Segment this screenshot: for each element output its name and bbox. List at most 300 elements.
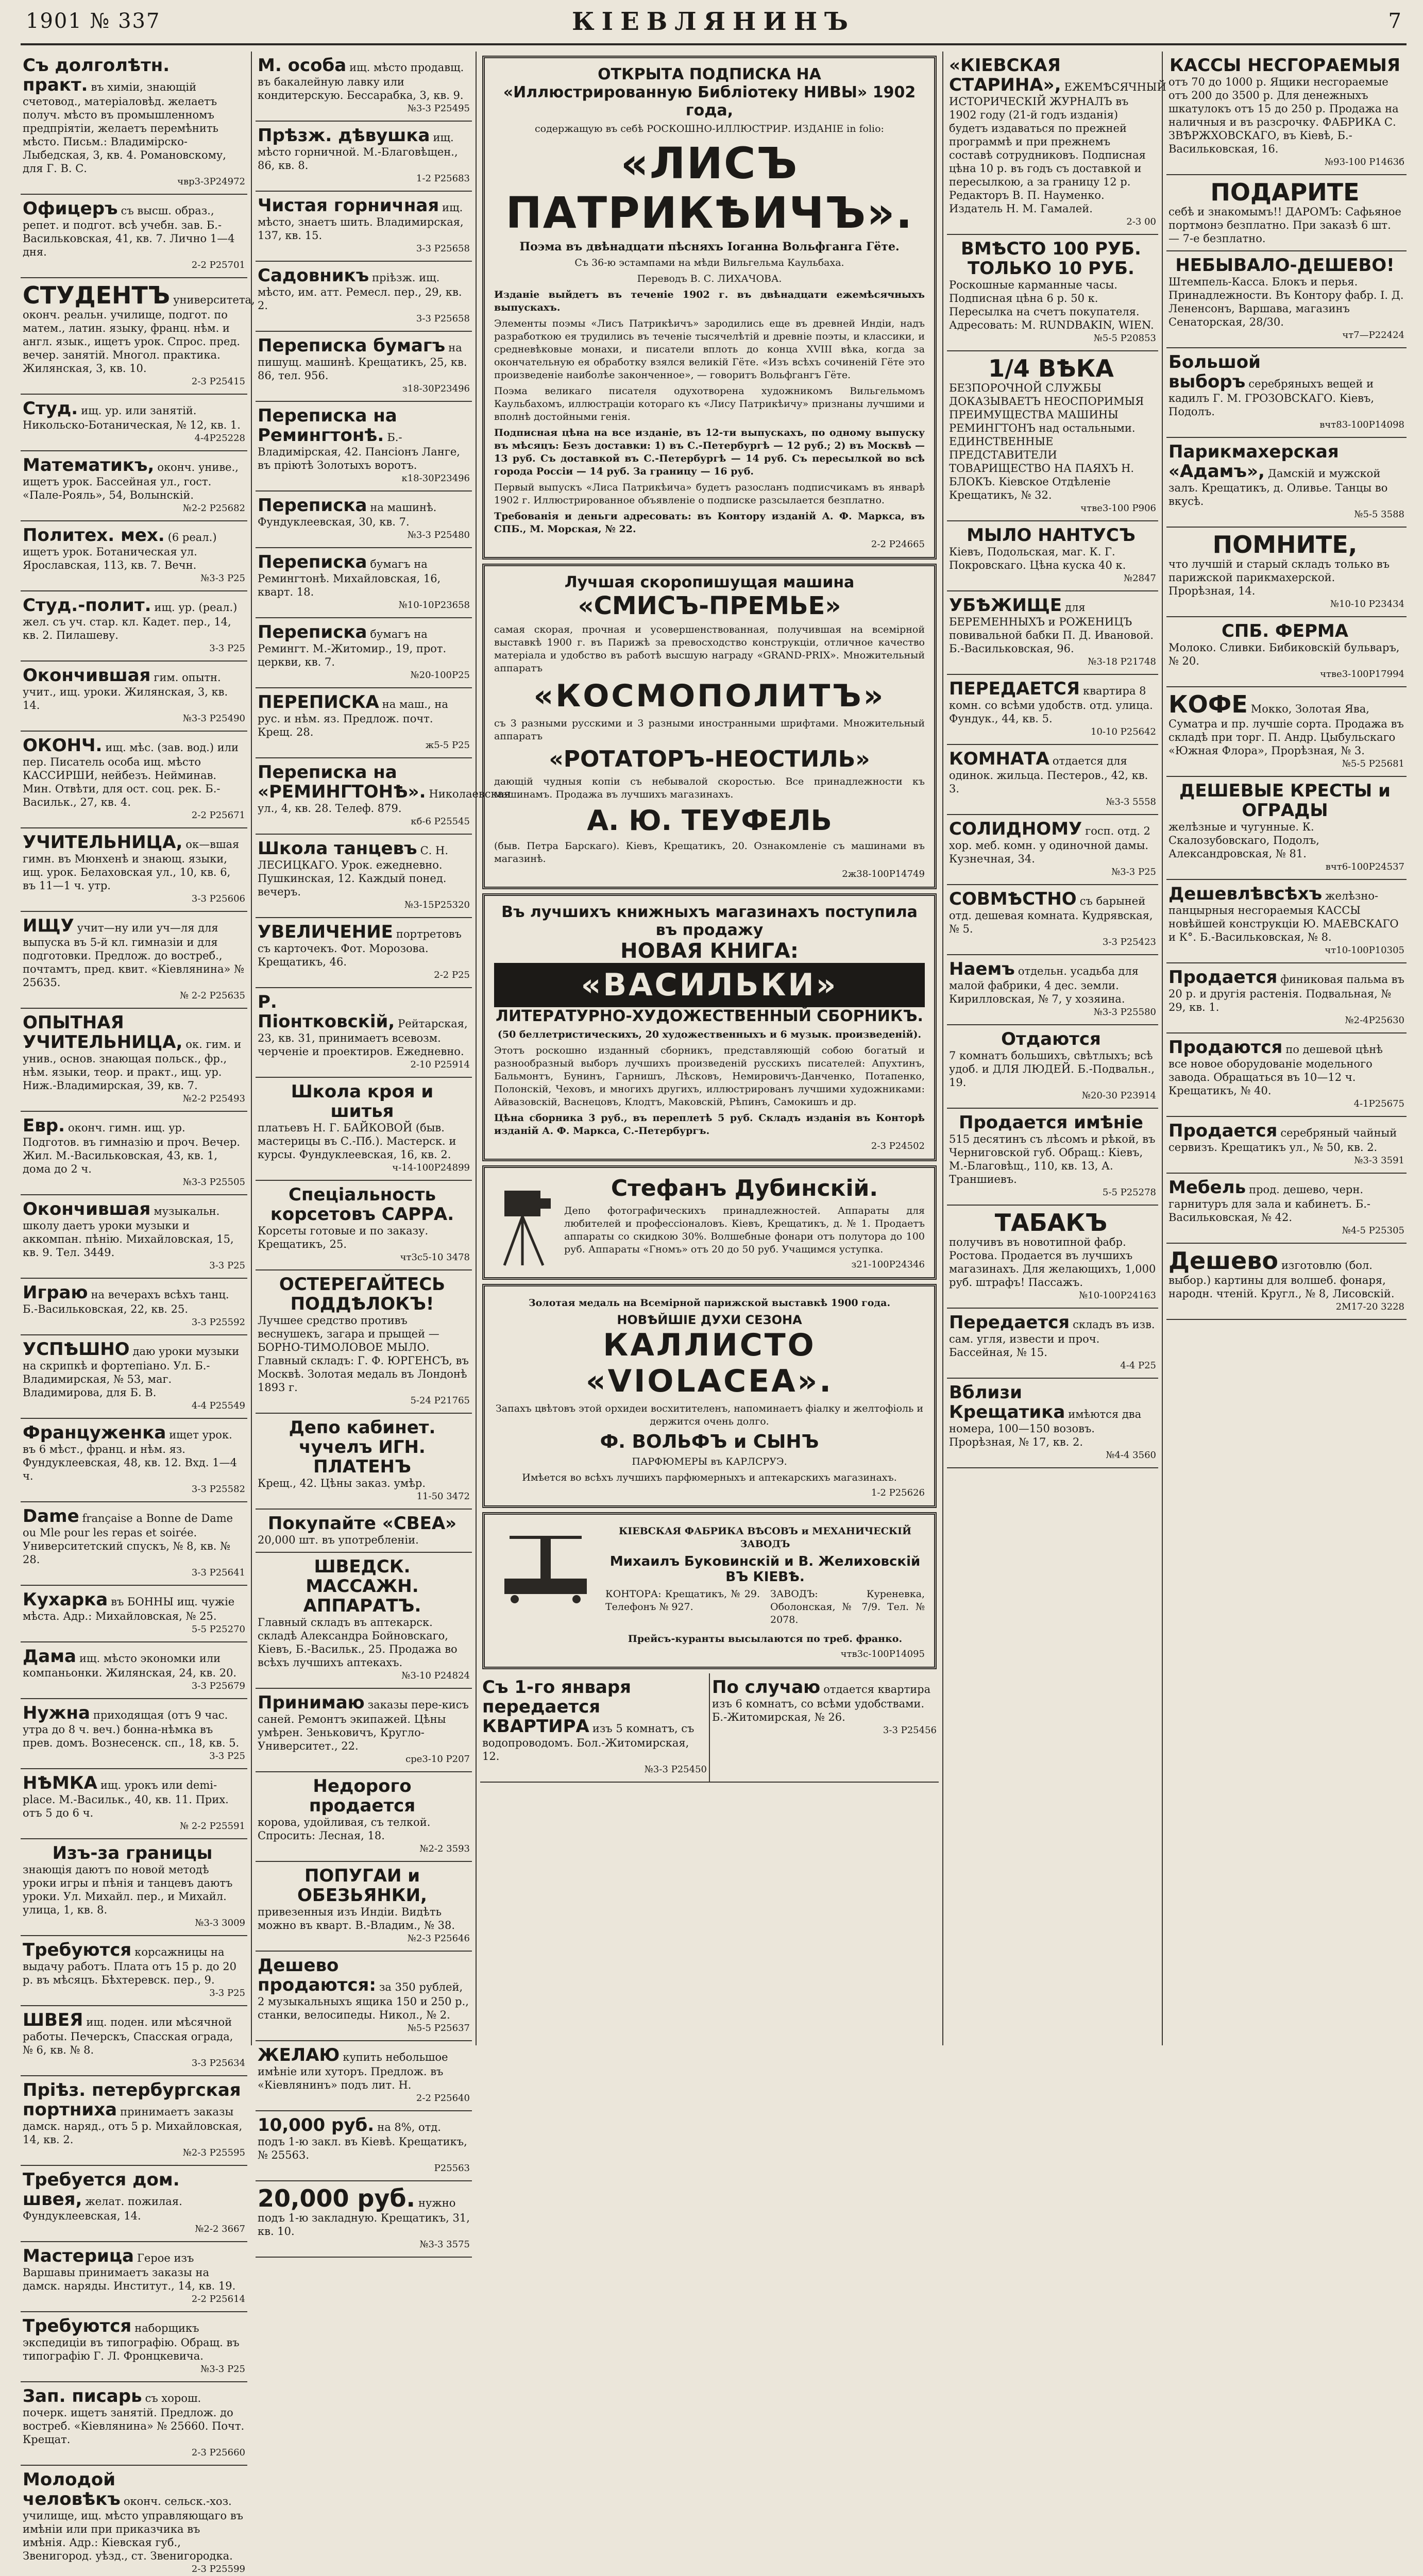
ad-body: привезенныя изъ Индіи. Видѣть можно въ кварт. В.-Владим., № 38. (258, 1906, 455, 1931)
ad-heading: Спеціальность корсетовъ САРРА. (270, 1184, 454, 1225)
ad-code: 3-3 Р25634 (191, 2058, 245, 2069)
ad-code: №3-3 Р25505 (182, 1177, 245, 1188)
ad-heading: УБѢЖИЩЕ (949, 595, 1062, 616)
ad-heading: УЧИТЕЛЬНИЦА, (23, 832, 183, 853)
ad-code: 4-1Р25675 (1353, 1098, 1404, 1109)
classified-ad (21, 662, 247, 732)
ad-code: №10-10Р23658 (398, 600, 470, 611)
ad-body: Дамскій и мужской залъ. Крещатикъ, д. Оливье. Танцы во вкусѣ. (1168, 467, 1388, 507)
ad-body: 515 десятинъ съ лѣсомъ и рѣкой, въ Черниговской губ. Обращ.: Кіевъ, М.-Благовѣщ., 110, кв. 13, А. Траншиевъ. (949, 1133, 1156, 1185)
ad-heading: Изъ-за границы (52, 1843, 213, 1863)
ad-body: платьевъ Н. Г. БАЙКОВОЙ (быв. мастерицы въ С.-Пб.). Мастерск. и курсы. Фундуклеевская, 16, кв. 2. (258, 1122, 456, 1161)
ad-body: на пишущ. машинѣ. Крещатикъ, 25, кв. 86, тел. 956. (258, 342, 467, 382)
ad-body: учит—ну или уч—ля для выпуска въ 5-й кл. гимназіи и для подготовки. Предлож. до востреб., почтамтъ, пред. квит. «Кіевлянина» № 25635. (23, 922, 244, 989)
ad-code: чтве3-100Р17994 (1320, 669, 1404, 680)
ad-heading: СТУДЕНТЪ (23, 281, 171, 309)
ad-body: оконч. сельск.-хоз. училище, ищ. мѣсто управляющаго въ имѣніи или при приказчика въ имѣнія. Адр.: Кіевская губ., Звенигород. уѣзд., ст. Звенигородка. (23, 2495, 243, 2562)
ad-code: 2-3 Р25599 (191, 2564, 245, 2574)
ad-heading: Француженка (23, 1422, 166, 1443)
ad-heading: Съ 1-го января передается КВАРТИРА (482, 1677, 632, 1737)
ad-body: прод. дешево, черн. гарнитуръ для зала и кабинетъ. Б.-Васильковская, № 42. (1168, 1183, 1371, 1224)
ad-code: 3-3 Р25582 (191, 1484, 245, 1495)
ad-heading: 1/4 ВѢКА (988, 354, 1114, 382)
ad-code: 3-3 Р25 (209, 643, 245, 654)
kosmo-code: 2ж38-100Р14749 (842, 869, 925, 879)
classified-ad (256, 52, 472, 122)
classified-ad (256, 1772, 472, 1862)
dubinsky-ad (482, 1165, 937, 1280)
ad-body: Николаевская ул., 4, кв. 28. Телеф. 879. (258, 788, 511, 815)
ad-heading: Съ долголѣтн. практ. (23, 55, 170, 95)
classified-ad (21, 2382, 247, 2466)
vasilki-title: «ВАСИЛЬКИ» (494, 963, 925, 1007)
niva-sub3: Переводъ В. С. ЛИХАЧОВА. (637, 273, 782, 284)
classified-ad (947, 351, 1158, 521)
classified-ad (1166, 1117, 1407, 1174)
ad-body: на маш., на рус. и нѣм. яз. Предлож. почт. Крещ. 28. (258, 698, 448, 738)
vesy-office: КОНТОРА: Крещатикъ, № 29. Телефонъ № 927. (605, 1588, 760, 1613)
classified-ad (256, 1414, 472, 1510)
ad-code: 2-3 Р25415 (191, 376, 245, 387)
classified-ad (947, 1379, 1158, 1468)
ad-heading: СОВМѢСТНО (949, 889, 1077, 909)
classified-ad (256, 758, 511, 835)
ad-body: Герое изъ Варшавы принимаетъ заказы на дамск. наряды. Институт., 14, кв. 19. (23, 2252, 236, 2292)
niva-code: 2-2 Р24665 (871, 539, 925, 550)
ad-body: желат. пожилая. Фундуклеевская, 14. (23, 2195, 182, 2222)
kosmo-t2: «КОСМОПОЛИТЪ» (533, 678, 886, 714)
ad-body: оконч. униве., ищетъ урок. Бассейная ул., гост. «Пале-Рояль», 54, Волынскій. (23, 461, 239, 501)
classified-ad (21, 1839, 247, 1936)
ad-body: серебряныхъ вещей и кадилъ Г. М. ГРОЗОВСКАГО. Кіевъ, Подолъ. (1168, 378, 1374, 418)
ad-code: чтве3-100 Р906 (1080, 503, 1156, 514)
vesy-line3: ВЪ КІЕВѢ. (725, 1569, 805, 1585)
classified-ad (256, 1510, 472, 1553)
ad-body: купить небольшое имѣніе или хуторъ. Предлож. въ «Кіевлянинъ» подъ лит. Н. (258, 2051, 448, 2091)
dubinsky-title: Стефанъ Дубинскій. (611, 1175, 878, 1201)
classified-ad (21, 1642, 247, 1699)
classified-ad (1166, 777, 1407, 880)
ad-heading: Окончившая (23, 665, 151, 686)
classified-ad (21, 195, 247, 278)
ad-body: нужно подъ 1-ю закладную. Крещатикъ, 31, кв. 10. (258, 2197, 470, 2238)
vasilki-ad (482, 893, 937, 1161)
classified-ad (21, 1279, 247, 1335)
niva-line3: содержащую въ себѣ РОСКОШНО-ИЛЛЮСТРИР. ИЗДАНІЕ in folio: (535, 123, 884, 134)
ad-body: ищ. урокъ или demi-place. М.-Васильк., 40, кв. 11. Прих. отъ 5 до 6 ч. (23, 1779, 229, 1819)
ad-heading: Покупайте «СВЕА» (267, 1513, 457, 1534)
ad-body: ищ. мѣсто, знаетъ шить. Владимирская, 137, кв. 15. (258, 201, 464, 242)
ad-body: бумагъ на Ремингтонѣ. Михайловская, 16, кварт. 18. (258, 558, 441, 598)
ad-heading: Офицеръ (23, 198, 118, 219)
ad-body: 7 комнатъ большихъ, свѣтлыхъ; всѣ удоб. и ДЛЯ ЛЮДЕЙ. Б.-Подвальн., 19. (949, 1049, 1155, 1089)
ad-code: №2847 (1124, 573, 1156, 584)
ad-heading: УВЕЛИЧЕНИЕ (258, 922, 393, 942)
column-divider (1162, 52, 1163, 2045)
ad-body: серебряный чайный сервизъ. Крещатикъ ул., № 50, кв. 2. (1168, 1127, 1397, 1154)
classified-ad (947, 745, 1158, 815)
ad-code: №3-3 Р25 (200, 2364, 245, 2375)
ad-body: ищ. ур. (реал.) жел. съ уч. стар. кл. Кадет. пер., 14, кв. 2. Пилашеву. (23, 601, 238, 641)
ad-heading: Отдаются (1001, 1029, 1101, 1049)
ad-heading: Мебель (1168, 1177, 1246, 1198)
ad-heading: Большой выборъ (1168, 352, 1261, 392)
ad-code: кб-6 Р25545 (411, 816, 470, 827)
ad-code: №3-3 Р25450 (644, 1764, 707, 1775)
ad-body: портретовъ съ карточекъ. Фот. Морозова. Крещатикъ, 46. (258, 928, 462, 968)
classified-ad (21, 828, 247, 912)
ad-code: №10-100Р24163 (1079, 1290, 1156, 1301)
ad-code: №20-100Р25 (410, 670, 470, 681)
niva-sub1: Поэма въ двѣнадцати пѣсняхъ Іоганна Вольфганга Гёте. (519, 240, 900, 253)
ad-code: №5-5 Р20853 (1093, 333, 1156, 344)
classified-ad (21, 521, 247, 591)
classified-ad (1166, 251, 1407, 348)
ad-heading: Продается имѣніе (959, 1112, 1143, 1133)
niva-p1: Изданіе выйдетъ въ теченіе 1902 г. въ двѣнадцати ежемѣсячныхъ выпускахъ. (494, 289, 925, 313)
classified-ad (709, 1673, 939, 1783)
ad-code: №2-2 3593 (419, 1843, 470, 1854)
ad-body: (6 реал.) ищетъ урок. Ботаническая ул. Ярославская, 113, кв. 7. Вечн. (23, 531, 217, 571)
ad-heading: Dame (23, 1506, 79, 1527)
ad-body: съ хорош. почерк. ищетъ занятій. Предлож. до востреб. «Кіевлянина» № 25660. Почт. Крещат. (23, 2392, 245, 2446)
ad-heading: Молодой человѣкъ (23, 2469, 121, 2510)
classified-ad (21, 2312, 247, 2382)
issue-number: 1901 № 337 (26, 9, 161, 33)
ad-heading: СОЛИДНОМУ (949, 819, 1082, 839)
ad-code: чвр3-3Р24972 (177, 176, 245, 187)
violacea-maker2: ПАРФЮМЕРЫ въ КАРЛСРУЭ. (632, 1456, 787, 1467)
ad-code: №3-3 Р25480 (407, 530, 470, 540)
niva-p3: Поэма великаго писателя одухотворена художникомъ Вильгельмомъ Каульбахомъ, иллюстраціи котораго къ «Лису Патрикѣичу» признаны лучшими и вполнѣ достойными генія. (494, 385, 925, 422)
ad-code: 2-3 Р25660 (191, 2447, 245, 2458)
ad-heading: Наемъ (949, 959, 1015, 979)
ad-body: имѣются два номера, 100—150 возовъ. Прорѣзная, № 17, кв. 2. (949, 1408, 1142, 1448)
classified-ad (256, 2111, 472, 2181)
ad-code: №2-3 Р25646 (407, 1933, 470, 1944)
ad-code: № 2-2 Р25635 (180, 990, 245, 1001)
ad-heading: Р. Піонтковскій, (258, 992, 395, 1032)
kosmo-t4: А. Ю. ТЕУФЕЛЬ (587, 804, 832, 837)
ad-code: ч-14-100Р24899 (392, 1162, 470, 1173)
column-5 (1166, 52, 1407, 2045)
ad-body: française a Bonne de Dame ou Mle pour les repas et soirée. Университетский спускъ, № 8, кв. № 28. (23, 1512, 233, 1566)
ad-heading: Депо кабинет. чучелъ ИГН. ПЛАТЕНЪ (289, 1417, 436, 1477)
vasilki-code: 2-3 Р24502 (871, 1141, 925, 1151)
vesy-line2: Михаилъ Буковинскій и В. Желиховскій (609, 1554, 921, 1569)
violacea-line1: Золотая медаль на Всемірной парижской выставкѣ 1900 года. (528, 1297, 891, 1309)
classified-ad (1166, 1033, 1407, 1117)
ad-heading: НѢМКА (23, 1773, 97, 1793)
ad-heading: Политех. мех. (23, 525, 165, 546)
ad-body: складъ въ изв. сам. угля, извести и проч. Бассейная, № 15. (949, 1318, 1155, 1359)
ad-code: 3-3 Р25658 (416, 313, 470, 324)
niva-p4: Подписная цѣна на все изданіе, въ 12-ти выпускахъ, по одному выпуску въ мѣсяцъ: Безъ доставки: 1) въ С.-Петербургѣ — 12 руб.; 2) въ Москвѣ — 13 руб. Съ доставкой въ С.-Петербургѣ — 14 руб. Съ пересылкой во всѣ города Россіи — 14 руб. За границу — 16 руб. (494, 427, 925, 477)
ad-heading: ТАБАКЪ (994, 1209, 1108, 1236)
ad-body: корсажницы на выдачу работъ. Плата отъ 15 р. до 20 р. въ мѣсяцъ. Бѣхтеревск. пер., 9. (23, 1946, 236, 1986)
ad-body: за 350 рублей, 2 музыкальныхъ ящика 150 и 250 р., станки, велосипеды. Никол., № 2. (258, 1981, 469, 2021)
classified-ad (256, 192, 472, 262)
vasilki-sub2: (50 беллетристическихъ, 20 художественныхъ и 6 музык. произведеній). (497, 1029, 922, 1040)
ad-heading: Требуется дом. швея, (23, 2170, 180, 2210)
ad-body: Кіевъ, Подольская, маг. К. Г. Покровскаго. Цѣна куска 40 к. (949, 546, 1126, 571)
classified-ad (21, 1195, 247, 1279)
ad-code: сре3-10 Р207 (405, 1754, 470, 1765)
kosmopolit-ad (482, 564, 937, 889)
scale-machine-icon (494, 1522, 597, 1604)
niva-line1: ОТКРЫТА ПОДПИСКА НА (598, 65, 821, 83)
ad-heading: Принимаю (258, 1692, 365, 1713)
ad-body: изготовлю (бол. выбор.) картины для волшеб. фонаря, народн. чтеній. Кругл., № 8, Лисовскій. (1168, 1259, 1395, 1300)
classified-ad (256, 1553, 472, 1689)
ad-heading: Переписка (258, 622, 367, 642)
ad-body: ищ. мѣс. (зав. вод.) или пер. Писатель особа ищ. мѣсто КАССИРШИ, нейбезъ. Нейминав. Мин. Отвѣти, для ост. соц. рек. Б.-Васильк., 27, кв. 4. (23, 741, 239, 808)
classified-ad (256, 835, 472, 918)
classified-ad (256, 988, 472, 1078)
classified-ad (21, 1586, 247, 1642)
niva-p2: Элементы поэмы «Лисъ Патрикѣичъ» зародились еще въ древней Индіи, надъ разработкою ея трудились въ теченіе тысячелѣтій и древніе поэты, и классики, и средневѣковые монахи, и писатели вплоть до конца XVIII вѣка, когда за окончательную ея обработку взялся великій Гёте. «Изъ всѣхъ сочиненій Гёте это произведеніе наиболѣе законченное», — говоритъ Вольфгангъ Гёте. (494, 318, 925, 381)
ad-body: ЕЖЕМѢСЯЧНЫЙ ИСТОРИЧЕСКІЙ ЖУРНАЛЪ въ 1902 году (21-й годъ изданія) будетъ издаваться по прежней программѣ и при прежнемъ составѣ сотрудниковъ. Подписная цѣна 10 р. въ годъ съ доставкой и пересылкою, а за границу 12 р. Редакторъ В. П. Науменко. Издатель Н. М. Гамалей. (949, 81, 1166, 215)
ad-heading: Переписка (258, 495, 367, 516)
ad-body: на вечерахъ всѣхъ танц. Б.-Васильковская, 22, кв. 25. (23, 1289, 229, 1315)
ad-code: 2-3 00 (1126, 216, 1156, 227)
ad-body: университета, оконч. реальн. училище, подгот. по матем., латин. языку, франц. нѣм. и англ. язык., ищетъ урок. Спрос. пред. вечер. занятій. Многол. практика. Жилянская, 3, кв. 10. (23, 294, 255, 375)
ad-heading: Вблизи Крещатика (949, 1382, 1065, 1422)
classified-ad (256, 688, 472, 758)
ad-code: 5-5 Р25278 (1102, 1187, 1156, 1198)
ad-code: 3-3 Р25658 (416, 243, 470, 254)
ad-code: 4-4 Р25549 (191, 1400, 245, 1411)
classified-ad (256, 1689, 472, 1772)
classified-ad (1166, 1244, 1407, 1320)
classified-ad (21, 2076, 247, 2166)
ad-body: Штемпель-Касса. Блокъ и перья. Принадлежности. Въ Контору фабр. І. Д. Лененсонъ, Варшава, магазинъ Сенаторская, 28/30. (1168, 276, 1404, 328)
ad-code: 3-3 Р25423 (1102, 937, 1156, 947)
column-divider (251, 52, 252, 2045)
ad-heading: Пріѣз. петербургская портниха (23, 2080, 241, 2120)
classified-ad (947, 521, 1158, 591)
ad-heading: Школа танцевъ (258, 838, 417, 859)
classified-ad (947, 885, 1158, 955)
ad-body: отдельн. усадьба для малой фабрики, 4 дес. земли. Кирилловская, № 7, у хозяина. (949, 965, 1139, 1005)
ad-code: №3-3 Р25490 (182, 713, 245, 724)
classified-ad (21, 1502, 247, 1586)
ad-body: Рейтарская, 23, кв. 31, принимаетъ всевозм. черченіе и проектиров. Ежедневно. (258, 1018, 468, 1058)
ad-code: №3-3 3009 (195, 1918, 245, 1928)
violacea-line2: НОВѢЙШІЕ ДУХИ СЕЗОНА (617, 1313, 802, 1327)
ad-body: ок. гим. и унив., основ. знающая польск., фр., нѣм. языки, теор. и практ., ищ. ур. Ниж.-Владимирская, 39, кв. 7. (23, 1038, 242, 1092)
classified-ad (21, 1009, 247, 1112)
kosmo-p2: съ 3 разными русскими и 3 разными иностранными шрифтами. Множительный аппаратъ (494, 718, 925, 742)
vesy-p1: Прейсъ-куранты высылаются по треб. франко. (628, 1633, 903, 1645)
classified-ad (21, 395, 247, 451)
ad-code: 2-2 Р25640 (416, 2093, 470, 2104)
classified-ad (947, 1309, 1158, 1379)
ad-code: к18-30Р23496 (401, 473, 470, 484)
classified-ad (21, 2006, 247, 2076)
ad-code: чт10-100Р10305 (1325, 945, 1404, 956)
ad-body: оконч. гимн. ищ. ур. Подготов. въ гимназію и проч. Вечер. Жил. М.-Васильковская, 43, кв. 1, дома до 2 ч. (23, 1122, 241, 1175)
classified-ad (256, 2041, 472, 2111)
classified-ad (21, 2466, 247, 2576)
classified-ad (947, 815, 1158, 885)
classified-ad (256, 1862, 472, 1952)
ad-code: № 2-2 Р25591 (180, 1821, 245, 1832)
classified-ad (256, 492, 472, 548)
ad-body: приходящая (отъ 9 час. утра до 8 ч. веч.) бонна-нѣмка въ прев. домъ. Вознесенск. сп., 18, кв. 5. (23, 1709, 240, 1749)
violacea-maker: Ф. ВОЛЬФЪ и СЫНЪ (600, 1431, 819, 1452)
vesy-plant: ЗАВОДЪ: Куреневка, Оболонская, № 7/9. Тел. № 2078. (770, 1588, 925, 1625)
column-1 (21, 52, 255, 2574)
classified-ad (21, 2242, 247, 2312)
ad-body: даю уроки музыки на скрипкѣ и фортепіано. Ул. Б.-Владимирская, № 53, маг. Владимирова, для Б. В. (23, 1345, 240, 1399)
ad-heading: Нужна (23, 1703, 90, 1723)
column-divider (476, 52, 477, 2045)
violacea-ad (482, 1284, 937, 1508)
classified-ad (947, 591, 1158, 675)
classified-ad (256, 402, 472, 492)
ad-code: №10-10 Р23434 (1330, 599, 1404, 609)
ad-code: №2-2 Р25682 (182, 503, 245, 514)
ad-body: желѣзно-панцырныя несгораемыя КАССЫ новѣйшей конструкціи Ю. МАЕВСКАГО и К°. Б.-Васильковская, № 8. (1168, 890, 1399, 943)
ad-body: госп. отд. 2 хор. меб. комн. у одиночной дамы. Кузнечная, 34. (949, 825, 1150, 865)
ad-body: ок—вшая гимн. въ Мюнхенѣ и знающ. языки, ищ. урок. Белаховская ул., 10, кв. 6, въ 11—1 ч. утр. (23, 838, 240, 892)
ad-code: №3-10 Р24824 (401, 1670, 470, 1681)
ad-heading: ИЩУ (23, 916, 74, 936)
ad-heading: Недорого продается (309, 1776, 416, 1816)
classified-ad (21, 1112, 247, 1195)
ad-heading: ПЕРЕДАЕТСЯ (949, 679, 1080, 699)
classified-ad (256, 1270, 472, 1414)
niva-title: «ЛИСЪ ПАТРИКѢИЧЪ». (505, 138, 913, 238)
ad-heading: ЖЕЛАЮ (258, 2045, 340, 2065)
page-number: 7 (1388, 9, 1401, 33)
ad-code: №3-3 Р25 (200, 573, 245, 584)
classified-ad (1166, 528, 1407, 617)
ad-body: на машинѣ. Фундуклеевская, 30, кв. 7. (258, 501, 437, 528)
ad-code: 3-3 Р25 (209, 1260, 245, 1271)
ad-body: бумагъ на Ремингт. М.-Житомир., 19, прот. церкви, кв. 7. (258, 628, 447, 668)
ad-body: ищ. мѣсто продавщ. въ бакалейную лавку или кондитерскую. Бессарабка, 3, кв. 9. (258, 61, 464, 101)
ad-code: вчт83-100Р14098 (1319, 419, 1404, 430)
classified-ad (256, 332, 472, 402)
ad-body: себѣ и знакомымъ!! ДАРОМЪ: Сафьяное портмонэ безплатно. При заказѣ 6 шт. — 7-е безплатно. (1168, 206, 1401, 245)
ad-code: №20-30 Р23914 (1081, 1090, 1156, 1101)
ad-code: №2-4Р25630 (1345, 1015, 1404, 1026)
classified-ad (21, 2166, 247, 2242)
ad-body: гим. опытн. учит., ищ. уроки. Жилянская, 3, кв. 14. (23, 671, 228, 711)
ad-heading: Дама (23, 1646, 76, 1667)
kosmo-line1: Лучшая скоропишущая машина (564, 573, 855, 591)
classified-ad (1166, 438, 1407, 528)
classified-ad (1166, 880, 1407, 963)
ad-body: БЕЗПОРОЧНОЙ СЛУЖБЫ ДОКАЗЫВАЕТЪ НЕОСПОРИМЫЯ ПРЕИМУЩЕСТВА МАШИНЫ РЕМИНГТОНЪ над остальными. ЕДИНСТВЕННЫЕ ПРЕДСТАВИТЕЛИ ТОВАРИЩЕСТВО НА ПАЯХЪ Н. БЛОКЪ. Кіевское Отдѣленіе Крещатикъ, № 32. (949, 382, 1144, 501)
dubinsky-p1: Депо фотографическихъ принадлежностей. Аппараты для любителей и профессіоналовъ. Кіевъ, Крещатикъ, д. № 1. Продаетъ аппараты со скидкою 30%. Волшебные фонари отъ полутора до 100 руб. Аппараты «Гномъ» отъ 20 до 50 руб. Учащимся уступка. (564, 1205, 925, 1255)
ad-code: 5-5 Р25270 (191, 1624, 245, 1635)
ad-heading: По случаю (712, 1677, 821, 1698)
classified-ad (256, 618, 472, 688)
newspaper-title: КІЕВЛЯНИНЪ (571, 7, 855, 36)
ad-heading: 10,000 руб. (258, 2115, 375, 2136)
ad-code: 2M17-20 3228 (1335, 1301, 1404, 1312)
ad-body: наборщикъ экспедиціи въ типографію. Обращ. въ типографію Г. Л. Фронцкевича. (23, 2322, 240, 2362)
ad-heading: 20,000 руб. (258, 2184, 416, 2212)
classified-ad (256, 1078, 472, 1181)
ad-heading: Дешевлѣвсѣхъ (1168, 884, 1323, 904)
classified-ad (256, 1952, 472, 2041)
ad-code: №3-3 Р25 (1111, 867, 1156, 877)
ad-body: квартира 8 комн. со всѣми удобств. отд. улица. Фундук., 44, кв. 5. (949, 685, 1153, 725)
ad-body: получивъ въ новотипной фабр. Ростова. Продается въ лучшихъ магазинахъ. Для желающихъ, 1,000 руб. штрафъ! Пассажъ. (949, 1236, 1156, 1289)
ad-code: 5-24 Р21765 (410, 1395, 470, 1406)
ad-code: чт7—Р22424 (1342, 330, 1404, 341)
ad-code: ж5-5 Р25 (425, 740, 470, 751)
classified-ad (947, 235, 1158, 351)
ad-body: корова, удойливая, съ телкой. Спросить: Лесная, 18. (258, 1816, 431, 1842)
ad-code: 3-3 Р25606 (191, 893, 245, 904)
masthead-rule (21, 43, 1407, 45)
ad-code: 2-2 Р25 (434, 970, 470, 980)
ad-code: №3-18 Р21748 (1088, 656, 1156, 667)
ad-heading: Дешево (1168, 1247, 1278, 1275)
ad-heading: Чистая горничная (258, 195, 439, 216)
ad-body: что лучшій и старый складъ только въ парижской парикмахерской. Прорѣзная, 14. (1168, 558, 1390, 597)
ad-body: Крещ., 42. Цѣны заказ. умѣр. (258, 1477, 426, 1489)
vasilki-p2: Цѣна сборника 3 руб., въ переплетѣ 5 руб. Складъ изданія въ Конторѣ изданій А. Ф. Маркса, С.-Петербургъ. (494, 1112, 925, 1137)
ad-heading: Переписка (258, 552, 367, 572)
ad-heading: КАССЫ НЕСГОРАЕМЫЯ (1170, 55, 1400, 76)
classified-ad (21, 1335, 247, 1419)
column-4 (947, 52, 1166, 2045)
ad-body: Молоко. Сливки. Бибиковскій бульваръ, № 20. (1168, 641, 1400, 667)
column-2 (256, 52, 511, 2250)
ad-body: знающія даютъ по новой методѣ уроки игры и пѣнія и танцевъ даютъ уроки. Ул. Михайл. пер., и Михайл. улица, 1, кв. 8. (23, 1863, 233, 1916)
vasilki-line1: Въ лучшихъ книжныхъ магазинахъ поступила въ продажу (501, 903, 918, 939)
classified-ad (480, 1673, 709, 1783)
classified-ad (1166, 1174, 1407, 1244)
ad-heading: Продаются (1168, 1037, 1283, 1058)
ad-heading: Студ. (23, 398, 78, 419)
ad-heading: «КІЕВСКАЯ СТАРИНА», (949, 55, 1061, 95)
ad-heading: Математикъ, (23, 455, 155, 476)
vesy-code: чтв3с-100Р14095 (840, 1649, 925, 1659)
classified-ad (947, 1025, 1158, 1109)
niva-p5: Первый выпускъ «Лиса Патрикѣича» будетъ разосланъ подписчикамъ въ январѣ 1902 г. Иллюстрированное объявленіе о подписке разсылается безплатно. (494, 482, 925, 506)
classified-ad (1166, 52, 1407, 175)
ad-body: 20,000 шт. въ употребленіи. (258, 1534, 419, 1546)
column-3 (480, 52, 939, 2045)
masthead (21, 5, 1407, 41)
classified-ad (947, 52, 1166, 235)
classified-ad (21, 591, 247, 662)
classified-ad (1166, 175, 1407, 251)
ad-heading: Продается (1168, 1121, 1278, 1141)
ad-code: 4-4Р25228 (194, 433, 245, 444)
ad-code: Р25563 (434, 2163, 470, 2174)
classified-ad (256, 548, 472, 618)
ad-heading: Студ.-полит. (23, 595, 151, 616)
ad-heading: КОФЕ (1168, 690, 1248, 718)
vasilki-line2: НОВАЯ КНИГА: (620, 939, 799, 963)
ad-heading: Переписка бумагъ (258, 335, 446, 356)
violacea-title: КАЛЛИСТО «VIOLACEA». (585, 1327, 834, 1399)
ad-body: Роскошные карманные часы. Подписная цѣна 6 р. 50 к. Пересылка на счетъ покупателя. Адресовать: M. RUNDBAKIN, WIEN. (949, 279, 1154, 331)
ad-heading: ШВЕЯ (23, 2010, 83, 2030)
ad-heading: ОСТЕРЕГАЙТЕСЬ ПОДДѢЛОКЪ! (279, 1274, 446, 1314)
violacea-code: 1-2 Р25626 (871, 1487, 925, 1498)
ad-body: пріѣзж. ищ. мѣсто, им. атт. Ремесл. пер., 29, кв. 2. (258, 272, 462, 312)
ad-body: Б.-Владимірская, 42. Пансіонъ Ланге, въ пріютѣ Золотыхъ воротъ. (258, 431, 460, 471)
